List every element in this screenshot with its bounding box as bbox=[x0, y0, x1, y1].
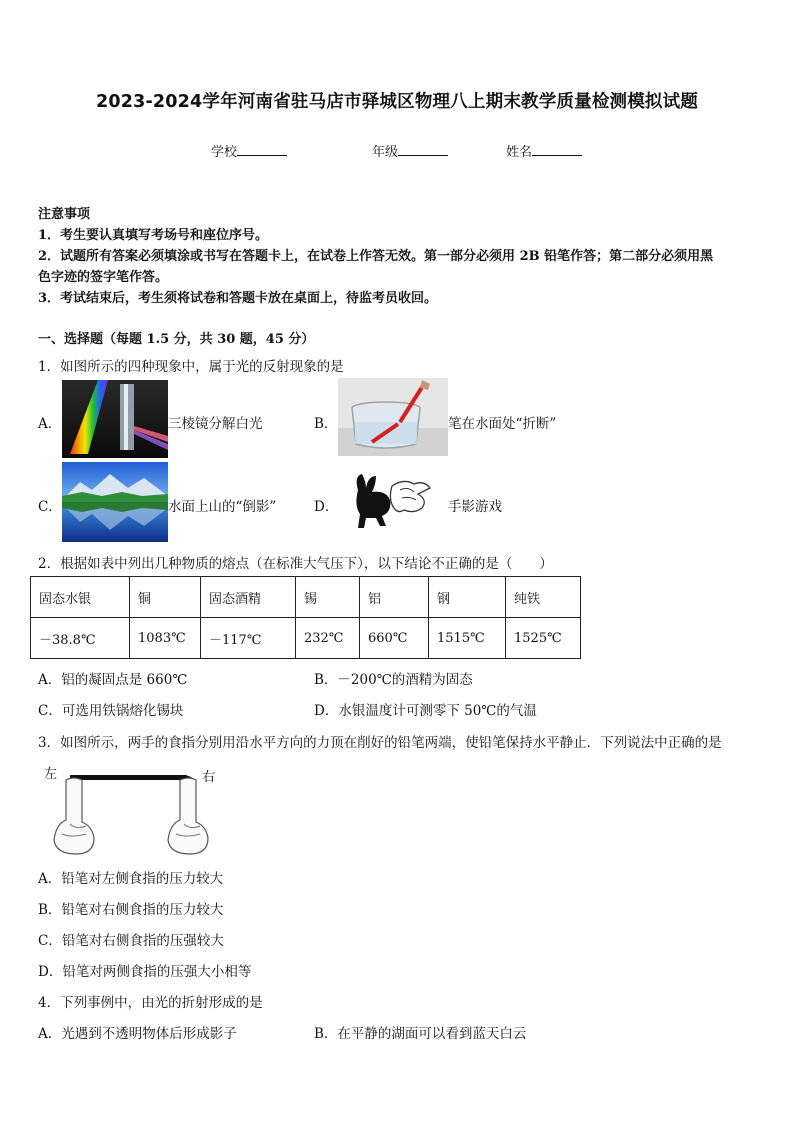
q1-stem: 1．如图所示的四种现象中，属于光的反射现象的是 bbox=[38, 359, 344, 375]
q4-option-a[interactable]: A．光遇到不透明物体后形成影子 bbox=[38, 1026, 237, 1042]
table-header-cell: 铜 bbox=[130, 577, 201, 618]
q3-option-b[interactable]: B．铅笔对右侧食指的压力较大 bbox=[38, 902, 224, 918]
table-header-row bbox=[31, 577, 581, 618]
pencil-fingers-image bbox=[46, 764, 216, 856]
q3-option-a[interactable]: A．铅笔对左侧食指的压力较大 bbox=[38, 871, 224, 887]
hand-shadow-image bbox=[352, 470, 436, 532]
q1-option-b-letter[interactable]: B． bbox=[314, 416, 338, 432]
q2-option-c[interactable]: C．可选用铁锅熔化锡块 bbox=[38, 703, 184, 719]
table-row bbox=[31, 618, 581, 659]
table-header-cell: 固态水银 bbox=[31, 577, 130, 618]
mountain-reflection-image bbox=[62, 462, 168, 542]
glass-pencil-image bbox=[338, 378, 448, 456]
q2-option-a[interactable]: A．铝的凝固点是 660℃ bbox=[38, 672, 188, 688]
grade-label: 年级 bbox=[372, 145, 399, 160]
table-cell: 1525℃ bbox=[506, 618, 581, 659]
q2-option-d[interactable]: D．水银温度计可测零下 50℃的气温 bbox=[314, 703, 537, 719]
section-heading: 一、选择题（每题 1.5 分，共 30 题，45 分） bbox=[38, 332, 315, 347]
school-label: 学校 bbox=[211, 145, 238, 160]
table-header-cell: 锡 bbox=[296, 577, 360, 618]
table-cell: 1515℃ bbox=[429, 618, 506, 659]
q1-option-d-text[interactable]: 手影游戏 bbox=[448, 499, 502, 515]
left-label: 左 bbox=[44, 767, 58, 782]
q1-option-d-letter[interactable]: D． bbox=[314, 499, 339, 515]
table-cell: 660℃ bbox=[360, 618, 429, 659]
melting-point-table bbox=[30, 576, 581, 659]
table-cell: －38.8℃ bbox=[31, 618, 130, 659]
note-item: 色字迹的签字笔作答。 bbox=[38, 270, 169, 285]
q1-option-c-letter[interactable]: C． bbox=[38, 499, 62, 515]
notes-heading: 注意事项 bbox=[38, 207, 91, 222]
q3-option-d[interactable]: D．铅笔对两侧食指的压强大小相等 bbox=[38, 964, 252, 980]
grade-blank[interactable] bbox=[398, 143, 448, 156]
note-item: 3．考试结束后，考生须将试卷和答题卡放在桌面上，待监考员收回。 bbox=[38, 291, 438, 306]
q1-option-c-text[interactable]: 水面上山的“倒影” bbox=[168, 499, 277, 515]
table-header-cell: 固态酒精 bbox=[201, 577, 296, 618]
q1-option-a-text[interactable]: 三棱镜分解白光 bbox=[168, 416, 263, 432]
q3-option-c[interactable]: C．铅笔对右侧食指的压强较大 bbox=[38, 933, 224, 949]
school-field[interactable] bbox=[211, 141, 287, 160]
table-cell: 1083℃ bbox=[130, 618, 201, 659]
q4-stem: 4．下列事例中，由光的折射形成的是 bbox=[38, 995, 263, 1011]
q1-option-b-text[interactable]: 笔在水面处“折断” bbox=[448, 416, 557, 432]
table-header-cell: 铝 bbox=[360, 577, 429, 618]
school-blank[interactable] bbox=[237, 143, 287, 156]
q4-option-b[interactable]: B．在平静的湖面可以看到蓝天白云 bbox=[314, 1026, 527, 1042]
table-cell: 232℃ bbox=[296, 618, 360, 659]
name-field[interactable] bbox=[506, 141, 582, 160]
q3-stem: 3．如图所示，两手的食指分别用沿水平方向的力顶在削好的铅笔两端，使铅笔保持水平静止．下列说法中正确的是 bbox=[38, 735, 722, 751]
note-item: 2．试题所有答案必须填涂或书写在答题卡上，在试卷上作答无效。第一部分必须用 2B 铅笔作答；第二部分必须用黑 bbox=[38, 249, 714, 264]
q2-stem: 2．根据如表中列出几种物质的熔点（在标准大气压下），以下结论不正确的是（ ） bbox=[38, 556, 553, 572]
page-title: 2023-2024学年河南省驻马店市驿城区物理八上期末教学质量检测模拟试题 bbox=[95, 92, 699, 112]
prism-image bbox=[62, 380, 168, 458]
table-header-cell: 纯铁 bbox=[506, 577, 581, 618]
table-header-cell: 钢 bbox=[429, 577, 506, 618]
table-cell: －117℃ bbox=[201, 618, 296, 659]
note-item: 1．考生要认真填写考场号和座位序号。 bbox=[38, 228, 269, 243]
name-label: 姓名 bbox=[506, 145, 533, 160]
q1-option-a-letter[interactable]: A． bbox=[38, 416, 62, 432]
right-label: 右 bbox=[202, 770, 216, 785]
grade-field[interactable] bbox=[372, 141, 448, 160]
name-blank[interactable] bbox=[532, 143, 582, 156]
q2-option-b[interactable]: B．－200℃的酒精为固态 bbox=[314, 672, 473, 688]
